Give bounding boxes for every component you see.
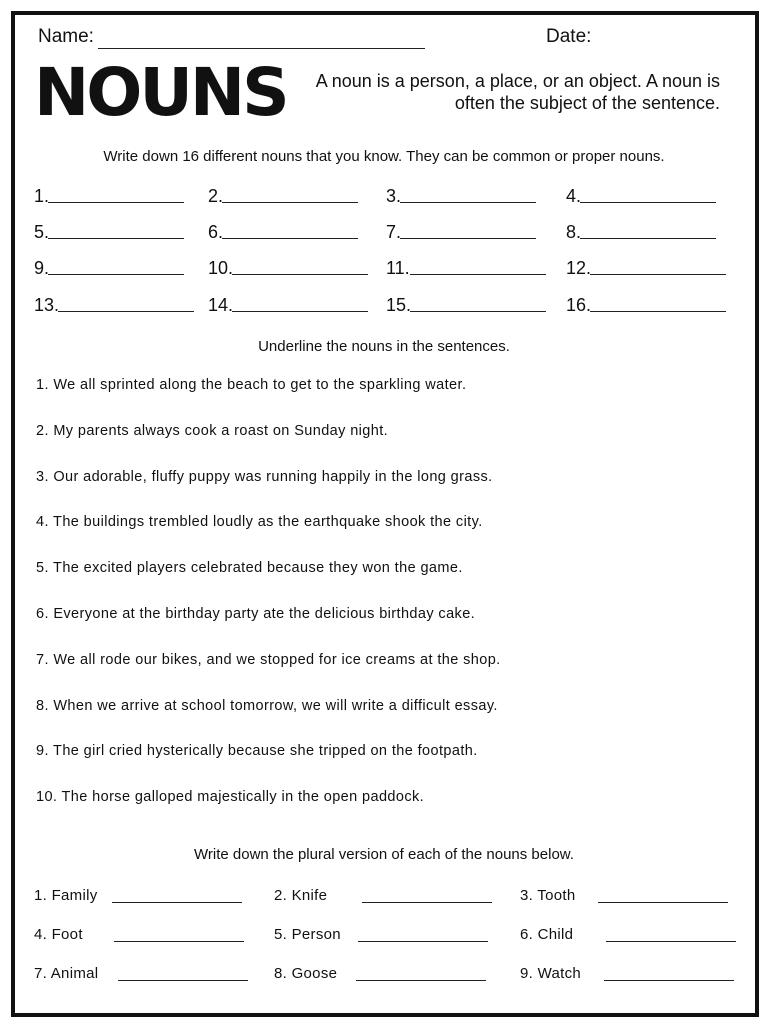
sentence-8: 8. When we arrive at school tomorrow, we will write a difficult essay. <box>36 697 498 714</box>
noun-answer-line[interactable] <box>48 238 184 239</box>
noun-entry-9 <box>34 255 202 279</box>
plural-answer-line[interactable] <box>112 902 242 903</box>
plural-answer-line[interactable] <box>598 902 728 903</box>
name-label: Name: <box>38 26 94 47</box>
plural-answer-line[interactable] <box>114 941 244 942</box>
section3-instruction: Write down the plural version of each of the nouns below. <box>194 846 574 863</box>
section1-instruction: Write down 16 different nouns that you know. They can be common or proper nouns. <box>103 148 665 165</box>
plural-answer-line[interactable] <box>358 941 488 942</box>
plural-noun-word: 9. Watch <box>520 965 582 982</box>
noun-entry-number: 5. <box>34 222 50 242</box>
noun-answer-line[interactable] <box>232 311 368 312</box>
noun-entry-number: 9. <box>34 258 50 278</box>
page-title: NOUNS <box>34 54 287 131</box>
sentence-9: 9. The girl cried hysterically because she tripped on the footpath. <box>36 743 478 760</box>
sentence-1: 1. We all sprinted along the beach to get to the sparkling water. <box>36 377 467 393</box>
plural-entry-7 <box>34 962 254 984</box>
noun-entry-number: 1. <box>34 186 50 206</box>
plural-entry-6 <box>520 923 740 945</box>
plural-answer-line[interactable] <box>118 980 248 981</box>
plural-answer-line[interactable] <box>362 902 492 903</box>
plural-entry-1 <box>34 884 254 906</box>
noun-answer-line[interactable] <box>580 238 716 239</box>
noun-entry-12 <box>566 255 734 279</box>
noun-entry-number: 12. <box>566 258 592 278</box>
plural-noun-word: 6. Child <box>520 926 574 943</box>
noun-entry-number: 13. <box>34 295 60 315</box>
noun-entry-number: 15. <box>386 295 412 315</box>
plural-answer-line[interactable] <box>356 980 486 981</box>
plural-noun-word: 3. Tooth <box>520 887 576 904</box>
plural-noun-word: 1. Family <box>34 887 98 904</box>
plural-entry-5 <box>274 923 494 945</box>
sentence-3: 3. Our adorable, fluffy puppy was running happily in the long grass. <box>36 468 493 485</box>
noun-entry-13 <box>34 292 202 316</box>
plural-entry-3 <box>520 884 740 906</box>
noun-entry-6 <box>208 219 376 243</box>
noun-answer-line[interactable] <box>590 311 726 312</box>
noun-entry-number: 3. <box>386 186 402 206</box>
noun-entry-15 <box>386 292 554 316</box>
sentence-2: 2. My parents always cook a roast on Sunday night. <box>36 422 389 439</box>
plural-entry-4 <box>34 923 254 945</box>
noun-answer-line[interactable] <box>590 274 726 275</box>
noun-entry-number: 14. <box>208 295 234 315</box>
noun-entry-8 <box>566 219 734 243</box>
noun-entry-10 <box>208 255 376 279</box>
plural-noun-word: 2. Knife <box>274 887 328 904</box>
noun-entry-7 <box>386 219 554 243</box>
sentence-7: 7. We all rode our bikes, and we stopped for ice creams at the shop. <box>36 651 501 668</box>
noun-answer-line[interactable] <box>222 238 358 239</box>
plural-answer-line[interactable] <box>606 941 736 942</box>
date-label: Date: <box>546 26 592 47</box>
noun-answer-line[interactable] <box>580 202 716 203</box>
sentence-4: 4. The buildings trembled loudly as the earthquake shook the city. <box>36 514 483 531</box>
noun-entry-11 <box>386 255 554 279</box>
noun-entry-number: 6. <box>208 222 224 242</box>
plural-entry-2 <box>274 884 494 906</box>
plural-noun-word: 8. Goose <box>274 965 338 982</box>
noun-answer-line[interactable] <box>58 311 194 312</box>
noun-answer-line[interactable] <box>232 274 368 275</box>
noun-entry-number: 4. <box>566 186 582 206</box>
noun-entry-5 <box>34 219 202 243</box>
noun-entry-number: 16. <box>566 295 592 315</box>
plural-noun-word: 5. Person <box>274 926 341 943</box>
noun-entry-1 <box>34 183 202 207</box>
noun-answer-line[interactable] <box>400 238 536 239</box>
noun-answer-line[interactable] <box>222 202 358 203</box>
sentence-10: 10. The horse galloped majestically in the open paddock. <box>36 789 425 806</box>
section2-instruction: Underline the nouns in the sentences. <box>258 338 510 355</box>
noun-entry-number: 2. <box>208 186 224 206</box>
sentence-6: 6. Everyone at the birthday party ate the delicious birthday cake. <box>36 606 476 622</box>
noun-answer-line[interactable] <box>410 274 546 275</box>
noun-entry-number: 8. <box>566 222 582 242</box>
plural-noun-word: 4. Foot <box>34 926 83 943</box>
name-input-line[interactable] <box>98 48 425 49</box>
noun-answer-line[interactable] <box>48 274 184 275</box>
noun-entry-14 <box>208 292 376 316</box>
noun-entry-number: 10. <box>208 258 234 278</box>
plural-entry-8 <box>274 962 494 984</box>
noun-entry-16 <box>566 292 734 316</box>
noun-entry-4 <box>566 183 734 207</box>
noun-definition: A noun is a person, a place, or an object. A noun is often the subject of the sentence. <box>315 71 720 113</box>
noun-answer-line[interactable] <box>48 202 184 203</box>
noun-entry-number: 11. <box>386 258 410 278</box>
plural-answer-line[interactable] <box>604 980 734 981</box>
sentence-5: 5. The excited players celebrated because they won the game. <box>36 560 463 577</box>
noun-entry-number: 7. <box>386 222 402 242</box>
noun-entry-2 <box>208 183 376 207</box>
noun-answer-line[interactable] <box>400 202 536 203</box>
noun-entry-3 <box>386 183 554 207</box>
plural-entry-9 <box>520 962 740 984</box>
noun-answer-line[interactable] <box>410 311 546 312</box>
plural-noun-word: 7. Animal <box>34 965 99 982</box>
